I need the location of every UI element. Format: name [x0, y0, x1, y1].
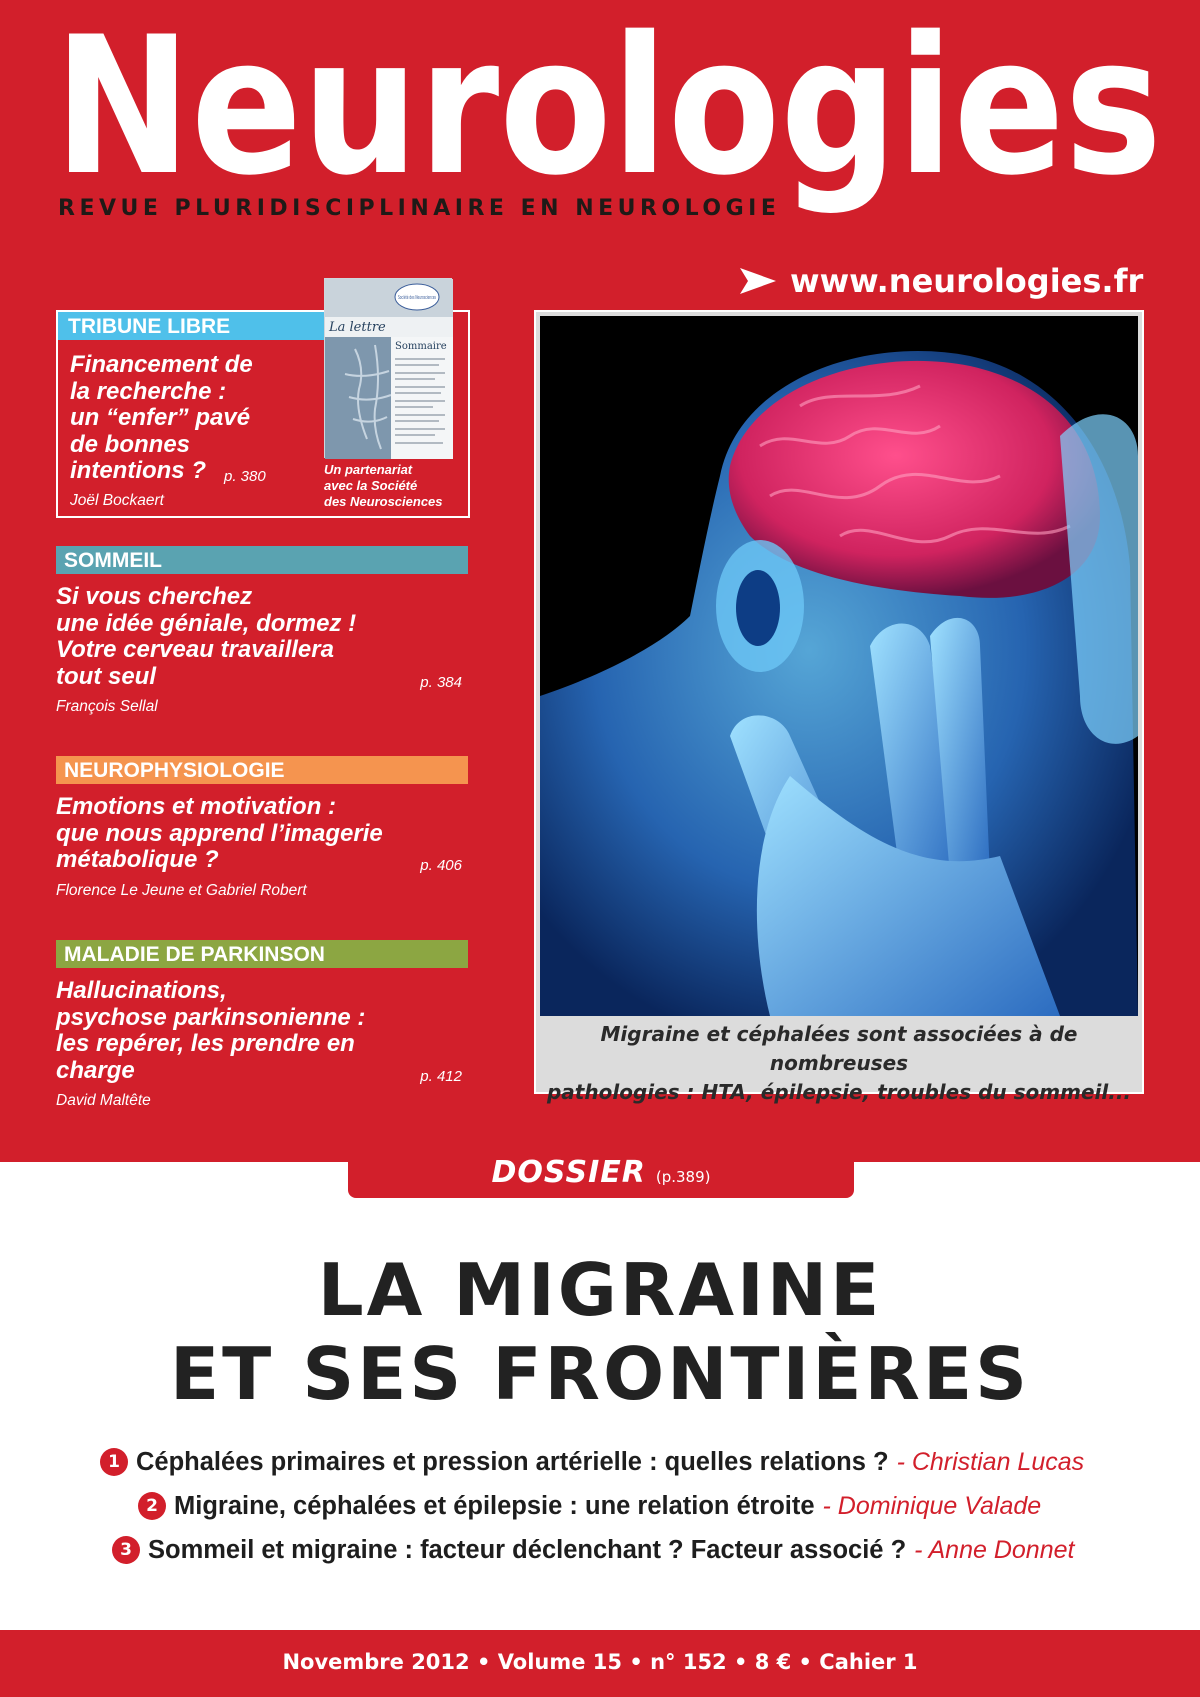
- thumbnail-logo-text: Société des Neurosciences: [398, 295, 465, 301]
- section-page-ref: p. 384: [420, 674, 462, 691]
- article-number-badge: 1: [100, 1448, 128, 1476]
- masthead-title: Neurologies: [54, 0, 1162, 217]
- cover-photo-frame: [534, 310, 1144, 1104]
- tribune-heading: TRIBUNE LIBRE: [58, 312, 328, 340]
- article-title: Sommeil et migraine : facteur déclenchant ? Facteur associé ?: [148, 1535, 907, 1564]
- masthead-subtitle: REVUE PLURIDISCIPLINAIRE EN NEUROLOGIE: [58, 196, 781, 221]
- section-parkinson[interactable]: [56, 940, 468, 1110]
- section-author: Florence Le Jeune et Gabriel Robert: [56, 881, 307, 899]
- article-title: Migraine, céphalées et épilepsie : une relation étroite: [174, 1491, 815, 1520]
- article-author: - Christian Lucas: [896, 1447, 1085, 1476]
- article-number-badge: 2: [138, 1492, 166, 1520]
- thumbnail-section: Sommaire: [395, 341, 447, 352]
- issue-footer: [0, 1630, 1200, 1697]
- cover-photo: [540, 316, 1138, 1016]
- thumbnail-masthead: La lettre: [329, 320, 386, 335]
- section-neurophysiologie[interactable]: [56, 756, 468, 900]
- section-heading: MALADIE DE PARKINSON: [56, 940, 468, 968]
- section-author: David Maltête: [56, 1092, 151, 1109]
- dossier-title-line1: LA MIGRAINE: [317, 1248, 883, 1332]
- tribune-title: Financement de la recherche : un “enfer” pavé de bonnes intentions ?: [70, 351, 253, 484]
- issue-info: Novembre 2012 • Volume 15 • n° 152 • 8 € • Cahier 1: [282, 1650, 918, 1674]
- arrow-right-icon: [740, 268, 776, 294]
- section-title: Emotions et motivation : que nous apprend l’imagerie métabolique ?: [56, 793, 383, 873]
- section-title: Si vous cherchez une idée géniale, dormez ! Votre cerveau travaillera tout seul: [56, 583, 357, 690]
- dossier-page-ref: (p.389): [655, 1168, 711, 1186]
- section-sommeil[interactable]: [56, 546, 468, 716]
- tribune-page-ref: p. 380: [224, 468, 266, 485]
- article-author: - Dominique Valade: [822, 1491, 1042, 1520]
- website-url: www.neurologies.fr: [790, 262, 1144, 300]
- dossier-article-3[interactable]: [112, 1530, 1074, 1570]
- la-lettre-cover-image: [325, 279, 465, 459]
- article-title: Céphalées primaires et pression artérielle : quelles relations ?: [136, 1447, 889, 1476]
- dossier-title: [0, 1248, 1200, 1416]
- dossier-article-1[interactable]: [100, 1442, 1084, 1482]
- dossier-tab[interactable]: [348, 1150, 854, 1198]
- dossier-label: DOSSIER: [491, 1155, 646, 1190]
- article-number-badge: 3: [112, 1536, 140, 1564]
- migraine-head-illustration: [540, 316, 1138, 1016]
- partner-caption: Un partenariat avec la Société des Neurosciences: [324, 462, 443, 509]
- website-link[interactable]: [740, 262, 1143, 300]
- cover-photo-caption: Migraine et céphalées sont associées à de nombreuses pathologies : HTA, épilepsie, troubles du sommeil...: [546, 1022, 1132, 1104]
- article-author: - Anne Donnet: [914, 1535, 1075, 1564]
- tribune-author: Joël Bockaert: [70, 492, 164, 509]
- dossier-article-2[interactable]: [138, 1486, 1041, 1526]
- section-page-ref: p. 412: [420, 1068, 462, 1085]
- section-author: François Sellal: [56, 698, 158, 715]
- section-heading: SOMMEIL: [56, 546, 468, 574]
- section-page-ref: p. 406: [420, 857, 462, 874]
- dossier-title-line2: ET SES FRONTIÈRES: [170, 1332, 1030, 1416]
- section-heading: NEUROPHYSIOLOGIE: [56, 756, 468, 784]
- la-lettre-thumbnail: [324, 278, 465, 458]
- section-title: Hallucinations, psychose parkinsonienne : les repérer, les prendre en charge: [56, 977, 366, 1084]
